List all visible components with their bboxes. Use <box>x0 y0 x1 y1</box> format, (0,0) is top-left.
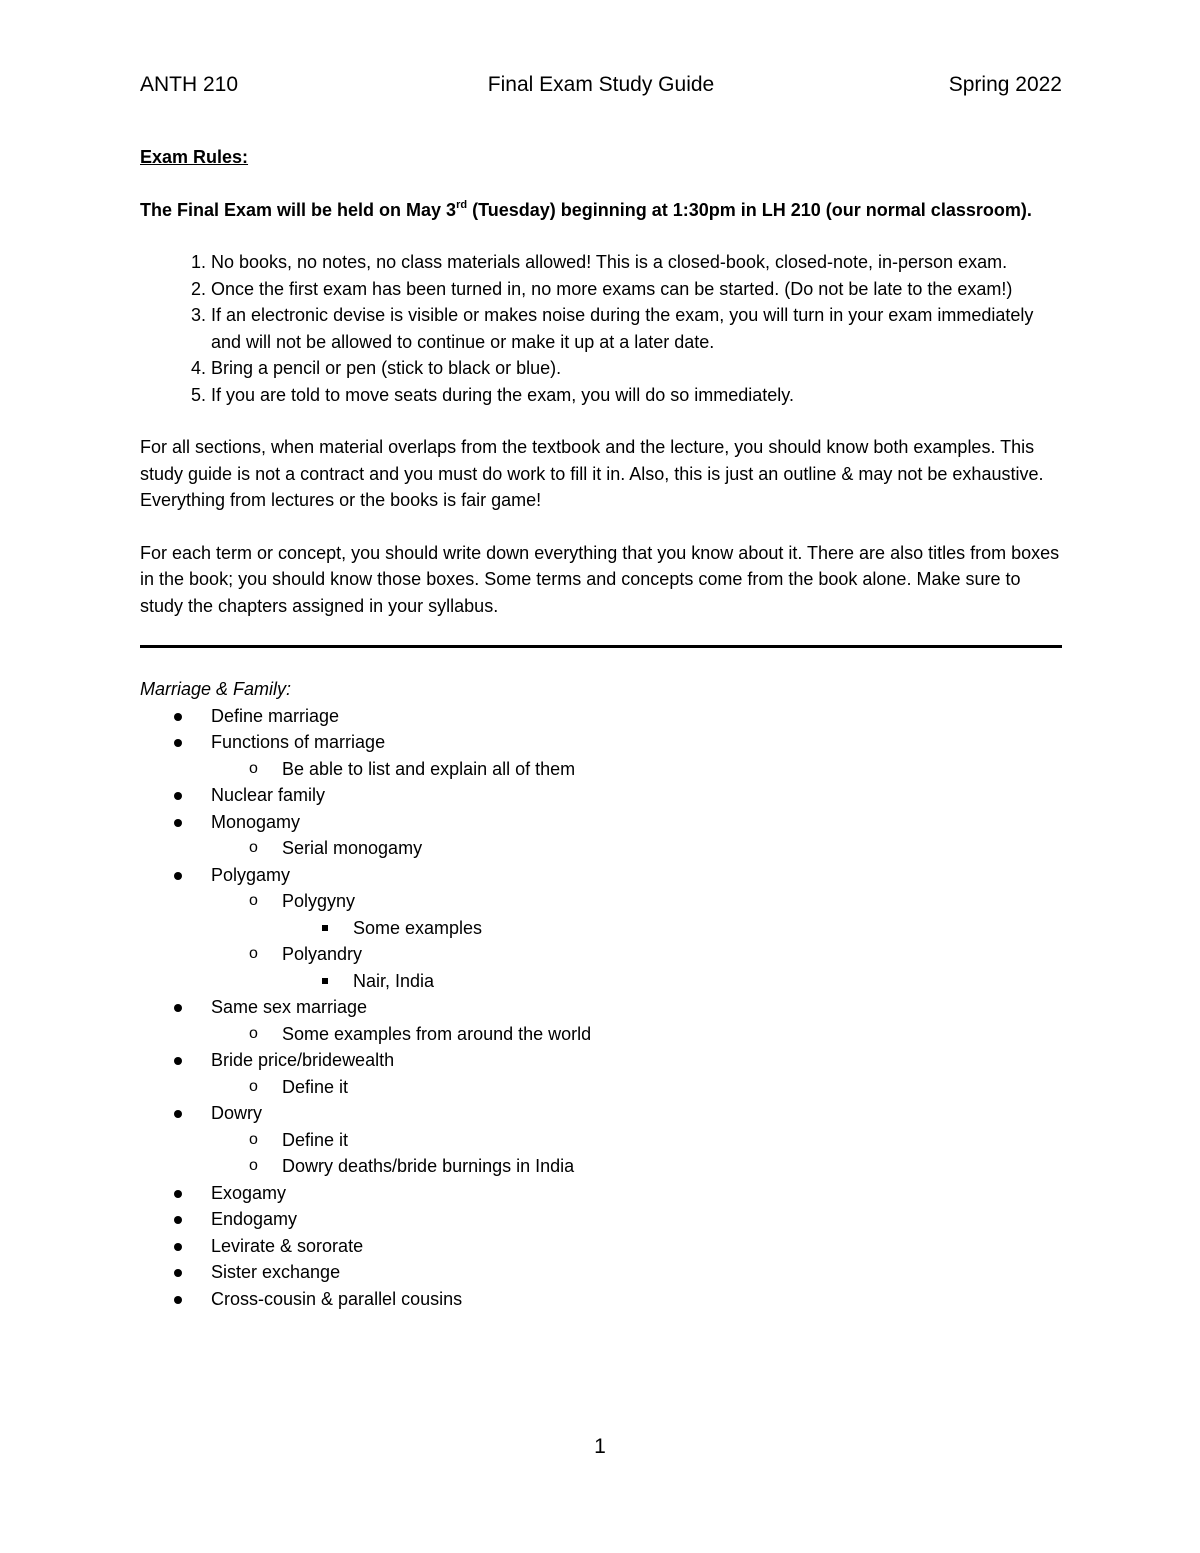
outline-sublist <box>211 835 1062 862</box>
outline-subsubitem-text: Nair, India <box>353 970 435 991</box>
outline-sublist <box>211 1127 1062 1180</box>
outline-subitem <box>211 941 1062 994</box>
outline-item-text: Cross-cousin & parallel cousins <box>211 1288 463 1309</box>
outline-subsublist <box>282 915 1062 942</box>
outline-subitem <box>211 1127 1062 1154</box>
section-title: Marriage & Family: <box>140 679 292 699</box>
page-number: 1 <box>594 1435 606 1458</box>
outline-item <box>140 1047 1062 1100</box>
terms-note: For each term or concept, you should write down everything that you know about it. There are also titles from boxes in the book; you should know those boxes. Some terms and concepts come from the book alone. Make sure to study the chapters assigned in your syllabus. <box>140 542 1060 616</box>
outline-item <box>140 1259 1062 1286</box>
outline-item-text: Same sex marriage <box>211 997 368 1017</box>
exam-rules-heading: Exam Rules: <box>140 147 249 167</box>
outline-subitem-text: Serial monogamy <box>282 838 423 858</box>
bullet-icon <box>174 1269 182 1277</box>
square-bullet-icon <box>322 925 328 931</box>
circle-bullet-icon: o <box>249 1024 258 1042</box>
outline-subsubitem <box>282 968 1062 995</box>
circle-bullet-icon: o <box>249 839 258 856</box>
outline-item <box>140 1180 1062 1207</box>
outline-item <box>140 1233 1062 1260</box>
bullet-icon <box>174 1296 182 1304</box>
bullet-icon <box>174 1190 182 1198</box>
outline-subsubitem-text: Some examples <box>353 917 483 938</box>
topic-outline <box>140 703 1062 1313</box>
outline-subitem-text: Define it <box>282 1076 349 1097</box>
outline-subitem-text: Be able to list and explain all of them <box>282 758 576 779</box>
outline-sublist <box>211 756 1062 783</box>
outline-sublist <box>211 1021 1062 1048</box>
circle-bullet-icon: o <box>249 1077 258 1095</box>
outline-subitem <box>211 756 1062 783</box>
outline-item-text: Define marriage <box>211 705 340 726</box>
rule-item: 1. No books, no notes, no class materials allowed! This is a closed-book, closed-note, in-person exam. <box>211 249 1062 276</box>
outline-item-text: Sister exchange <box>211 1262 341 1282</box>
bullet-icon <box>174 1110 182 1118</box>
course-code: ANTH 210 <box>140 73 239 96</box>
outline-subitem <box>211 835 1062 862</box>
outline-subsubitem <box>282 915 1062 942</box>
exam-info-start: The Final Exam will be held on May 3 <box>140 199 457 220</box>
outline-subitem <box>211 1153 1062 1180</box>
rule-item: 4. Bring a pencil or pen (stick to black or blue). <box>211 355 1062 382</box>
section-divider <box>140 645 1062 648</box>
outline-item <box>140 1206 1062 1233</box>
circle-bullet-icon: o <box>249 1130 258 1148</box>
outline-item-text: Endogamy <box>211 1209 298 1229</box>
document-title: Final Exam Study Guide <box>487 73 715 96</box>
outline-item-text: Dowry <box>211 1103 263 1123</box>
outline-subitem-text: Polygyny <box>282 891 356 911</box>
study-guide-note: For all sections, when material overlaps from the textbook and the lecture, you should know both examples. This study guide is not a contract and you must do work to fill it in. Also, this is just an outline & may not be exhaustive. Everything from lectures or the books is fair game! <box>140 437 1044 510</box>
outline-item <box>140 729 1062 782</box>
outline-subitem-text: Some examples from around the world <box>282 1023 592 1044</box>
outline-item-text: Functions of marriage <box>211 732 386 752</box>
bullet-icon <box>174 1057 182 1065</box>
bullet-icon <box>174 739 182 747</box>
outline-subitem-text: Define it <box>282 1129 349 1150</box>
outline-subitem <box>211 1021 1062 1048</box>
outline-item-text: Polygamy <box>211 864 291 885</box>
rule-item: 5. If you are told to move seats during the exam, you will do so immediately. <box>211 382 1062 409</box>
page-header <box>140 72 1062 102</box>
outline-subitem <box>211 888 1062 941</box>
bullet-icon <box>174 872 182 880</box>
outline-item-text: Nuclear family <box>211 785 326 805</box>
term-label: Spring 2022 <box>948 73 1062 96</box>
circle-bullet-icon: o <box>249 759 258 777</box>
outline-item-text: Monogamy <box>211 811 301 832</box>
outline-item <box>140 994 1062 1047</box>
outline-item <box>140 1100 1062 1180</box>
outline-item-text: Levirate & sororate <box>211 1235 364 1256</box>
outline-item <box>140 809 1062 862</box>
outline-item <box>140 1286 1062 1313</box>
outline-subsublist <box>282 968 1062 995</box>
circle-bullet-icon: o <box>249 892 258 909</box>
page-content <box>140 144 1062 1312</box>
outline-item <box>140 782 1062 809</box>
bullet-icon <box>174 1243 182 1251</box>
outline-item <box>140 703 1062 730</box>
square-bullet-icon <box>322 978 328 984</box>
rule-item: 2. Once the first exam has been turned in, no more exams can be started. (Do not be late to the exam!) <box>211 276 1062 303</box>
outline-subitem-text: Polyandry <box>282 944 363 964</box>
outline-item-text: Bride price/bridewealth <box>211 1050 395 1070</box>
bullet-icon <box>174 792 182 800</box>
outline-item-text: Exogamy <box>211 1182 287 1203</box>
outline-subitem <box>211 1074 1062 1101</box>
outline-sublist <box>211 1074 1062 1101</box>
bullet-icon <box>174 819 182 827</box>
outline-item <box>140 862 1062 995</box>
bullet-icon <box>174 1004 182 1012</box>
bullet-icon <box>174 1216 182 1224</box>
exam-info <box>140 197 1062 224</box>
circle-bullet-icon: o <box>249 945 258 962</box>
outline-sublist <box>211 888 1062 994</box>
bullet-icon <box>174 713 182 721</box>
exam-info-ordinal: rd <box>456 198 468 211</box>
circle-bullet-icon: o <box>249 1157 258 1174</box>
exam-info-end: (Tuesday) beginning at 1:30pm in LH 210 (our normal classroom). <box>467 199 1032 220</box>
rules-list <box>140 249 1062 408</box>
rule-item: 3. If an electronic devise is visible or makes noise during the exam, you will turn in your exam immediately and will not be allowed to continue or make it up at a later date. <box>211 302 1062 355</box>
outline-subitem-text: Dowry deaths/bride burnings in India <box>282 1156 575 1176</box>
